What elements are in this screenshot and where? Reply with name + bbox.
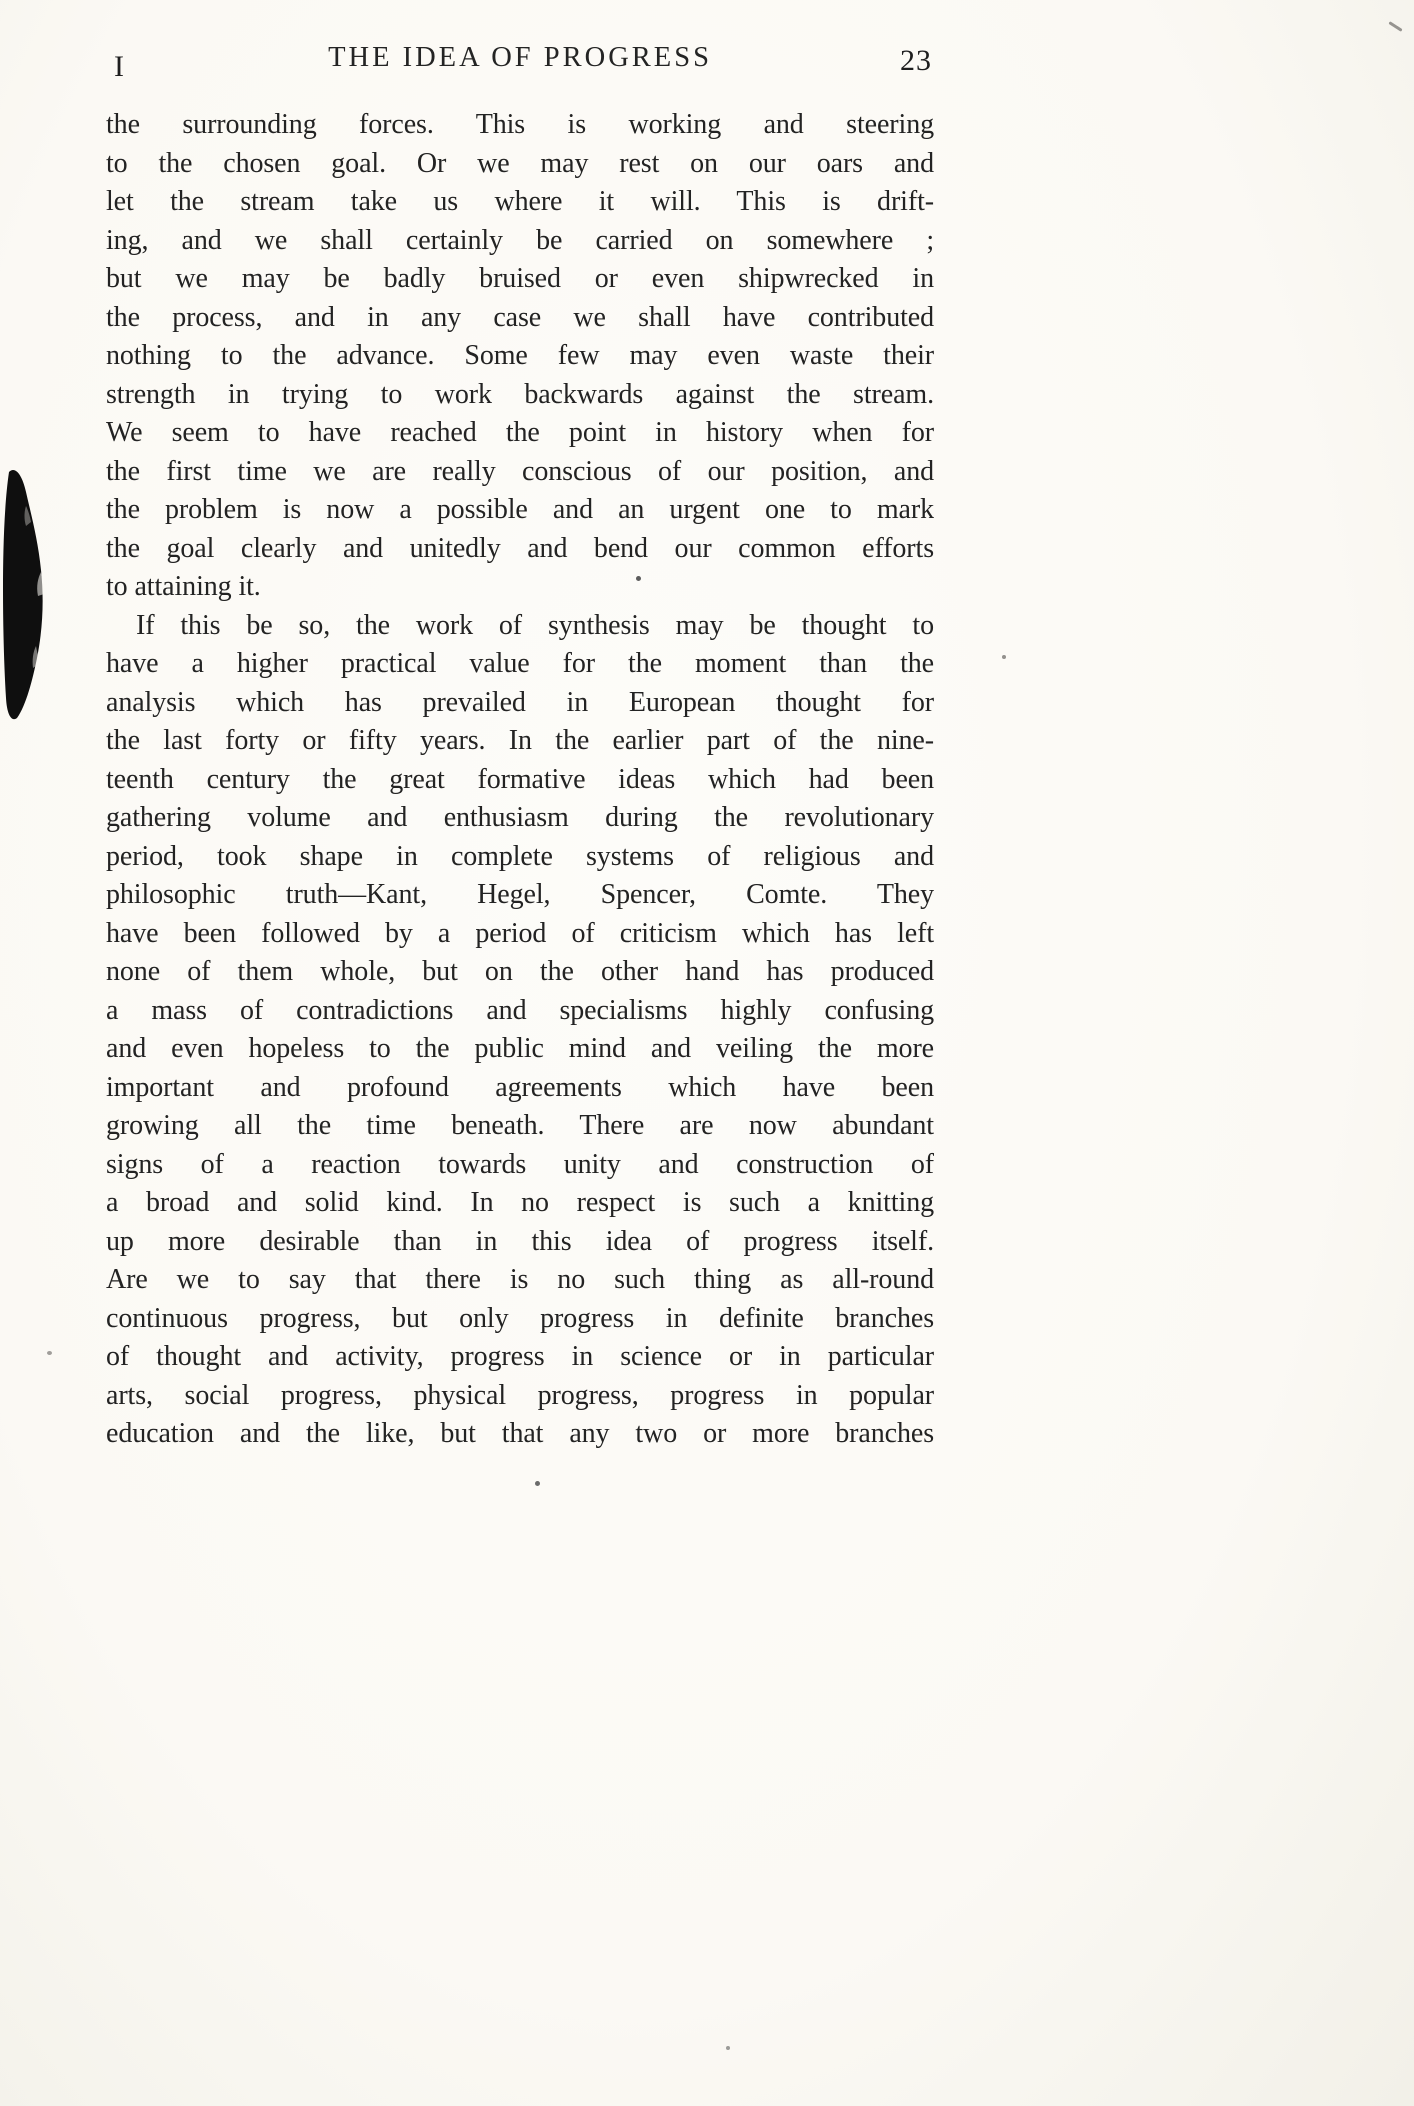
text-line: philosophic truth—Kant, Hegel, Spencer, Comte. They [106,879,934,910]
text-line: growing all the time beneath. There are now abundant [106,1110,934,1141]
text-line: Are we to say that there is no such thing as all-round [106,1264,934,1295]
text-line: the goal clearly and unitedly and bend our common efforts [106,532,934,564]
text-line: the problem is now a possible and an urgent one to mark [106,494,934,525]
text-line: the first time we are really conscious of our position, and [106,455,934,487]
ink-speck [535,1481,540,1486]
text-line: If this be so, the work of synthesis may be thought to [136,609,934,641]
text-line: arts, social progress, physical progress, progress in popular [106,1379,934,1411]
running-title: THE IDEA OF PROGRESS [328,42,712,73]
text-line: education and the like, but that any two or more branches [106,1418,934,1449]
text-line: up more desirable than in this idea of progress itself. [106,1225,934,1257]
text-line: none of them whole, but on the other hand has produced [106,956,934,987]
page-number: 23 [900,44,932,77]
text-line: but we may be badly bruised or even shipwrecked in [106,263,934,294]
text-line: the surrounding forces. This is working and steering [106,109,934,140]
ink-speck [1002,655,1006,659]
text-line: to the chosen goal. Or we may rest on our oars and [106,147,934,179]
text-line: let the stream take us where it will. This is drift- [106,186,934,217]
text-line: a mass of contradictions and specialisms highly confusing [106,994,934,1026]
text-line: gathering volume and enthusiasm during the revolutionary [106,802,934,833]
ink-speck [47,1351,52,1355]
text-line: continuous progress, but only progress in definite branches [106,1302,934,1334]
text-line: the last forty or fifty years. In the earlier part of the nine- [106,725,934,756]
text-line: We seem to have reached the point in history when for [106,417,934,448]
text-line: ing, and we shall certainly be carried on somewhere ; [106,224,934,256]
text-line: signs of a reaction towards unity and construction of [106,1148,934,1180]
text-body [106,106,934,1454]
ink-speck [726,2046,730,2050]
text-line: the process, and in any case we shall have contributed [106,301,934,333]
ink-speck [636,576,641,581]
text-line: important and profound agreements which have been [106,1071,934,1103]
text-line: teenth century the great formative ideas which had been [106,763,934,795]
text-line: have a higher practical value for the moment than the [106,648,934,679]
text-line: of thought and activity, progress in science or in particular [106,1341,934,1372]
text-line: a broad and solid kind. In no respect is such a knitting [106,1187,934,1218]
text-line: to attaining it. [106,571,261,602]
text-line: nothing to the advance. Some few may even waste their [106,340,934,371]
text-line: and even hopeless to the public mind and veiling the more [106,1033,934,1064]
page-header [106,42,934,90]
chapter-marker: I [114,50,124,83]
text-line: strength in trying to work backwards against the stream. [106,378,934,410]
ink-smudge [2,466,54,722]
ink-speck [1388,21,1402,32]
text-block [106,42,934,1454]
text-line: analysis which has prevailed in European thought for [106,686,934,718]
text-line: period, took shape in complete systems of religious and [106,840,934,872]
text-line: have been followed by a period of criticism which has left [106,917,934,949]
